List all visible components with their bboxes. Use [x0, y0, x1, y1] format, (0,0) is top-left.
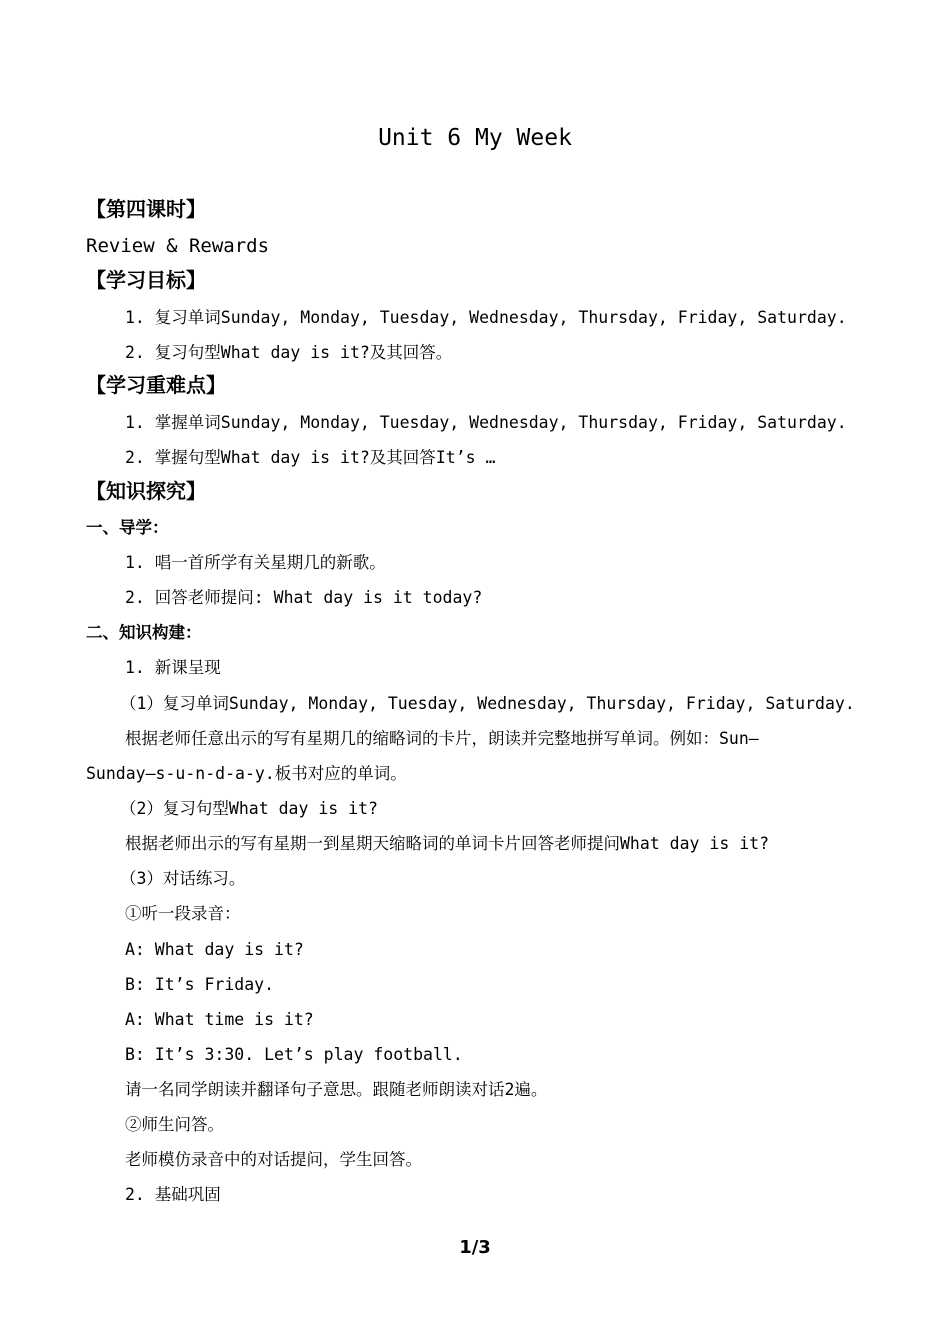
dialogue-line: B: It’s Friday. — [125, 975, 275, 994]
part2-heading: 二、知识构建： — [86, 623, 202, 642]
dialogue-line: B: It’s 3:30. Let’s play football. — [125, 1045, 463, 1064]
part2-line: （1）复习单词Sunday, Monday, Tuesday, Wednesday, Thursday, Friday, Saturday. — [120, 694, 855, 713]
part2-line: 1. 新课呈现 — [125, 658, 221, 677]
goals-heading: 【学习目标】 — [86, 268, 206, 292]
goal-item: 2. 复习句型What day is it?及其回答。 — [125, 343, 453, 362]
page-title: Unit 6 My Week — [378, 125, 572, 151]
part1-item: 2. 回答老师提问: What day is it today? — [125, 588, 483, 607]
part2-line: Sunday—s-u-n-d-a-y.板书对应的单词。 — [86, 764, 407, 783]
dialogue-line: A: What time is it? — [125, 1010, 314, 1029]
part1-item: 1. 唱一首所学有关星期几的新歌。 — [125, 553, 386, 572]
part2-line: ②师生问答。 — [125, 1115, 224, 1134]
part2-line: 根据老师出示的写有星期一到星期天缩略词的单词卡片回答老师提问What day is it? — [125, 834, 770, 853]
part2-line: 2. 基础巩固 — [125, 1185, 221, 1204]
part2-line: 请一名同学朗读并翻译句子意思。跟随老师朗读对话2遍。 — [125, 1080, 548, 1099]
key-point-item: 1. 掌握单词Sunday, Monday, Tuesday, Wednesday, Thursday, Friday, Saturday. — [125, 413, 847, 432]
page-number: 1/3 — [459, 1237, 491, 1258]
part2-line: （2）复习句型What day is it? — [120, 799, 378, 818]
part2-line: （3）对话练习。 — [120, 869, 246, 888]
lesson-subtitle: Review & Rewards — [86, 235, 270, 257]
part2-line: 老师模仿录音中的对话提问，学生回答。 — [125, 1150, 422, 1169]
key-point-item: 2. 掌握句型What day is it?及其回答It’s … — [125, 448, 496, 467]
part1-heading: 一、导学： — [86, 518, 169, 537]
explore-heading: 【知识探究】 — [86, 479, 206, 503]
goal-item: 1. 复习单词Sunday, Monday, Tuesday, Wednesday, Thursday, Friday, Saturday. — [125, 308, 847, 327]
lesson-heading: 【第四课时】 — [86, 197, 206, 221]
part2-line: 根据老师任意出示的写有星期几的缩略词的卡片，朗读并完整地拼写单词。例如：Sun— — [125, 729, 759, 748]
key-points-heading: 【学习重难点】 — [86, 373, 226, 397]
part2-line: ①听一段录音： — [125, 904, 241, 923]
dialogue-line: A: What day is it? — [125, 940, 304, 959]
